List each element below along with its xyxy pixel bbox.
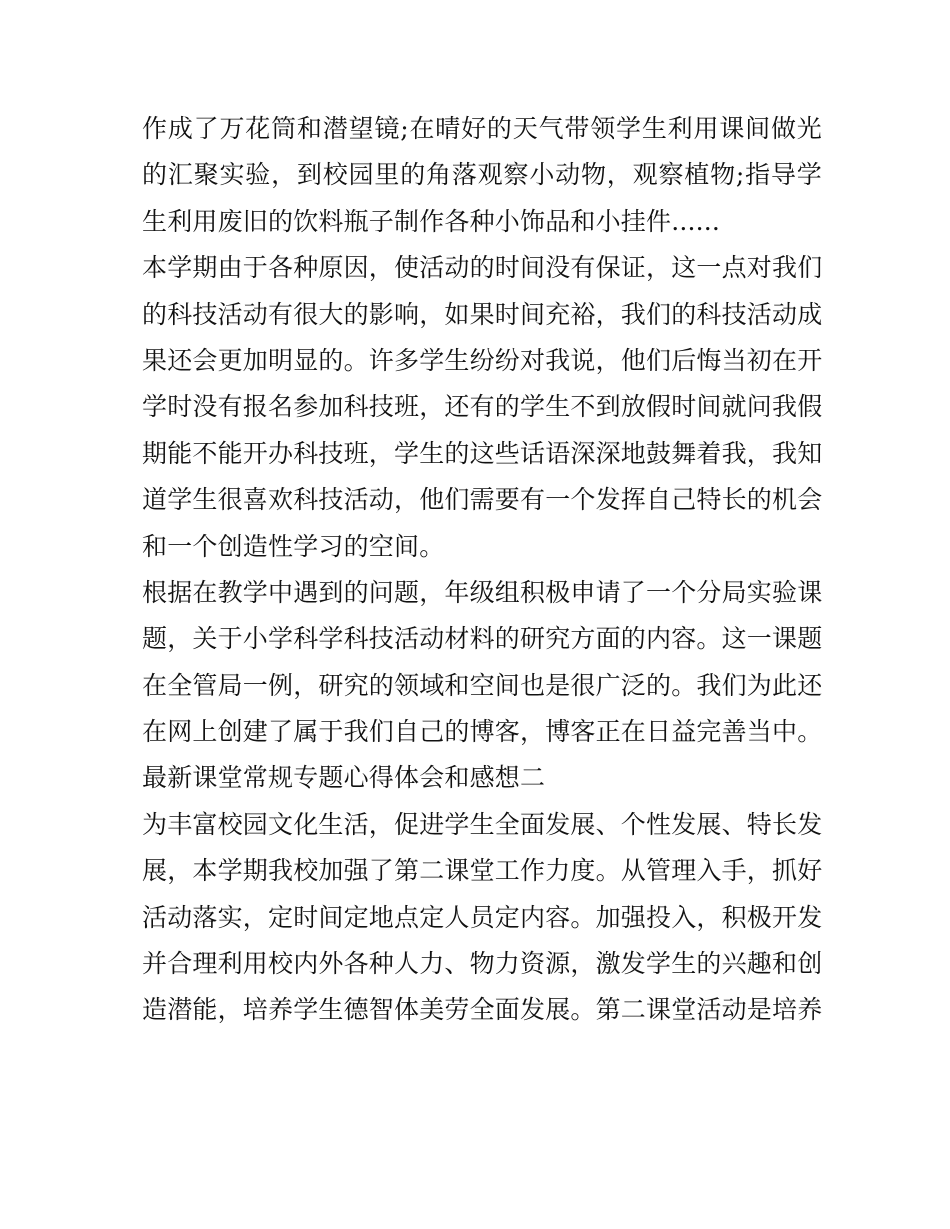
text-line: 期能不能开办科技班，学生的这些话语深深地鼓舞着我，我知	[142, 438, 822, 468]
document-body	[142, 106, 822, 1034]
text-line: 在网上创建了属于我们自己的博客，博客正在日益完善当中。	[142, 717, 822, 747]
section-heading: 最新课堂常规专题心得体会和感想二	[142, 763, 546, 793]
text-line: 学时没有报名参加科技班，还有的学生不到放假时间就问我假	[142, 392, 822, 422]
text-line: 生利用废旧的饮料瓶子制作各种小饰品和小挂件......	[142, 206, 721, 236]
text-line: 和一个创造性学习的空间。	[142, 531, 445, 561]
text-line: 的科技活动有很大的影响，如果时间充裕，我们的科技活动成	[142, 299, 822, 329]
text-line: 果还会更加明显的。许多学生纷纷对我说，他们后悔当初在开	[142, 345, 822, 375]
text-line: 并合理利用校内外各种人力、物力资源，激发学生的兴趣和创	[142, 949, 822, 979]
text-line: 道学生很喜欢科技活动，他们需要有一个发挥自己特长的机会	[142, 485, 822, 515]
text-line: 根据在教学中遇到的问题，年级组积极申请了一个分局实验课	[142, 577, 822, 607]
text-line: 作成了万花筒和潜望镜;在晴好的天气带领学生利用课间做光	[142, 114, 822, 143]
text-line: 为丰富校园文化生活，促进学生全面发展、个性发展、特长发	[142, 809, 822, 839]
text-line: 题，关于小学科学科技活动材料的研究方面的内容。这一课题	[142, 624, 822, 654]
text-line: 在全管局一例，研究的领域和空间也是很广泛的。我们为此还	[142, 670, 822, 700]
text-line: 本学期由于各种原因，使活动的时间没有保证，这一点对我们	[142, 253, 822, 283]
text-line: 活动落实，定时间定地点定人员定内容。加强投入，积极开发	[142, 902, 822, 932]
text-line: 展，本学期我校加强了第二课堂工作力度。从管理入手，抓好	[142, 856, 822, 886]
text-line: 造潜能，培养学生德智体美劳全面发展。第二课堂活动是培养	[142, 995, 822, 1025]
text-line: 的汇聚实验，到校园里的角落观察小动物，观察植物;指导学	[142, 160, 822, 190]
